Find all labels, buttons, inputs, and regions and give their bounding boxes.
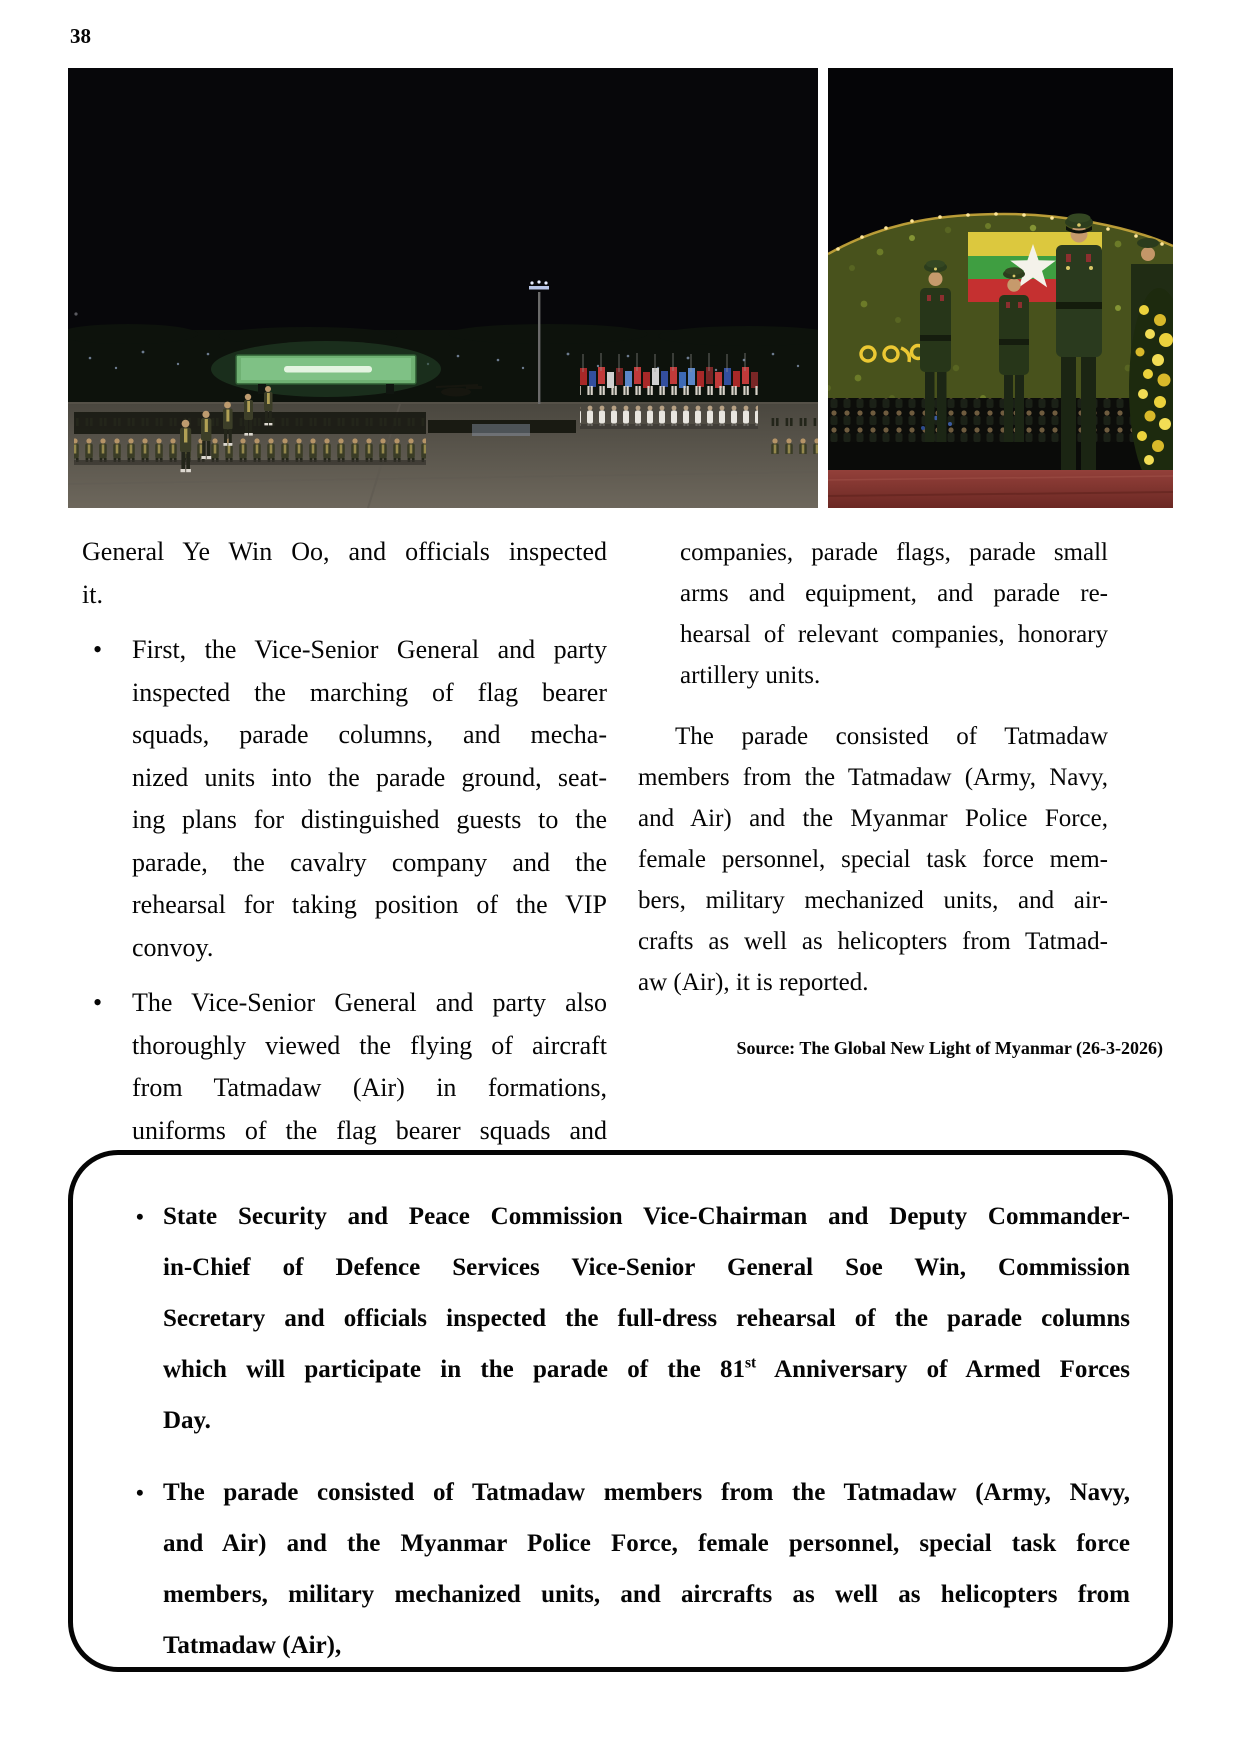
text-line: and Air) and the Myanmar Police Force, <box>638 805 1108 832</box>
paragraph-lines <box>82 531 607 574</box>
text-line: nized units into the parade ground, seat- <box>132 762 607 792</box>
text-line: crafts as well as helicopters from Tatmad- <box>638 928 1108 955</box>
paragraph-first-line: The parade consisted of Tatmadaw <box>675 723 1108 750</box>
bullet-marker: • <box>136 1204 144 1229</box>
red-carpet <box>828 470 1173 508</box>
parade-ground-photo <box>68 68 818 508</box>
text-line: parade, the cavalry company and the <box>132 847 607 877</box>
article-right-column <box>638 532 1108 1003</box>
paragraph-lines <box>638 757 1108 962</box>
bullet-marker: • <box>136 1480 144 1505</box>
text-line: in-Chief of Defence Services Vice-Senior General Soe Win, Commission <box>163 1254 1130 1281</box>
bullet-marker: • <box>93 988 103 1017</box>
paragraph-parade-composition <box>638 716 1108 1003</box>
page-number: 38 <box>70 24 91 48</box>
bullet-marker: • <box>93 635 103 664</box>
callout-lines <box>163 1191 1130 1344</box>
text-line: female personnel, special task force mem- <box>638 846 1108 873</box>
paragraph-lines <box>680 532 1108 655</box>
spectator-crowd <box>828 398 1173 472</box>
bullet-item-aircraft-viewing <box>82 982 607 1152</box>
callout-last-line: Tatmadaw (Air), <box>163 1632 342 1659</box>
photo-divider <box>818 68 828 508</box>
bullet-item-first-inspection <box>82 629 607 969</box>
paragraph-last-line: it. <box>82 579 103 609</box>
paragraph-last-line: artillery units. <box>680 662 821 689</box>
led-screen <box>211 341 441 397</box>
bullet-continuation-block <box>680 532 1108 696</box>
bullet-lines <box>132 982 607 1152</box>
text-line: General Ye Win Oo, and officials inspected <box>82 537 607 566</box>
text-line: arms and equipment, and parade re- <box>680 580 1108 607</box>
line-segment-pre: which will participate in the parade of the 81 <box>163 1356 745 1383</box>
text-line: The Vice-Senior General and party also <box>132 988 607 1017</box>
callout-last-line: Day. <box>163 1407 211 1434</box>
paragraph-continuation <box>82 531 607 616</box>
text-line: uniforms of the flag bearer squads and <box>132 1115 607 1145</box>
callout-bullet-composition <box>118 1467 1130 1671</box>
text-line: Secretary and officials inspected the full-dress rehearsal of the parade columns <box>163 1305 1130 1332</box>
callout-bullet-rehearsal <box>118 1191 1130 1446</box>
text-line: First, the Vice-Senior General and party <box>132 635 607 664</box>
line-segment-post: Anniversary of Armed Forces <box>756 1356 1130 1383</box>
summary-callout-box <box>68 1150 1173 1672</box>
text-line: companies, parade flags, parade small <box>680 539 1108 566</box>
text-line: inspected the marching of flag bearer <box>132 677 607 707</box>
text-line: thoroughly viewed the flying of aircraft <box>132 1030 607 1060</box>
text-line: squads, parade columns, and mecha- <box>132 720 607 749</box>
text-line: ing plans for distinguished guests to the <box>132 805 607 834</box>
text-line: hearsal of relevant companies, honorary <box>680 621 1108 648</box>
text-line: members, military mechanized units, and aircrafts as well as helicopters from <box>163 1581 1130 1608</box>
officers-photo <box>828 68 1173 508</box>
paragraph-last-line: aw (Air), it is reported. <box>638 969 869 996</box>
article-left-column <box>82 531 607 1152</box>
text-line: bers, military mechanized units, and air- <box>638 887 1108 914</box>
bullet-lines <box>132 629 607 927</box>
ordinal-superscript: st <box>744 1354 757 1372</box>
photo-strip <box>68 68 1173 508</box>
text-line: members from the Tatmadaw (Army, Navy, <box>638 764 1108 791</box>
callout-superscript-line <box>163 1344 1130 1395</box>
text-line: and Air) and the Myanmar Police Force, female personnel, special task force <box>163 1530 1130 1557</box>
bullet-last-line: convoy. <box>132 932 214 962</box>
text-line: rehearsal for taking position of the VIP <box>132 890 607 919</box>
source-attribution: Source: The Global New Light of Myanmar (26-3-2026) <box>736 1038 1163 1058</box>
callout-lines <box>163 1467 1130 1620</box>
text-line: The parade consisted of Tatmadaw members from the Tatmadaw (Army, Navy, <box>163 1479 1130 1506</box>
text-line: from Tatmadaw (Air) in formations, <box>132 1073 607 1102</box>
text-line: State Security and Peace Commission Vice-Chairman and Deputy Commander- <box>163 1203 1130 1230</box>
